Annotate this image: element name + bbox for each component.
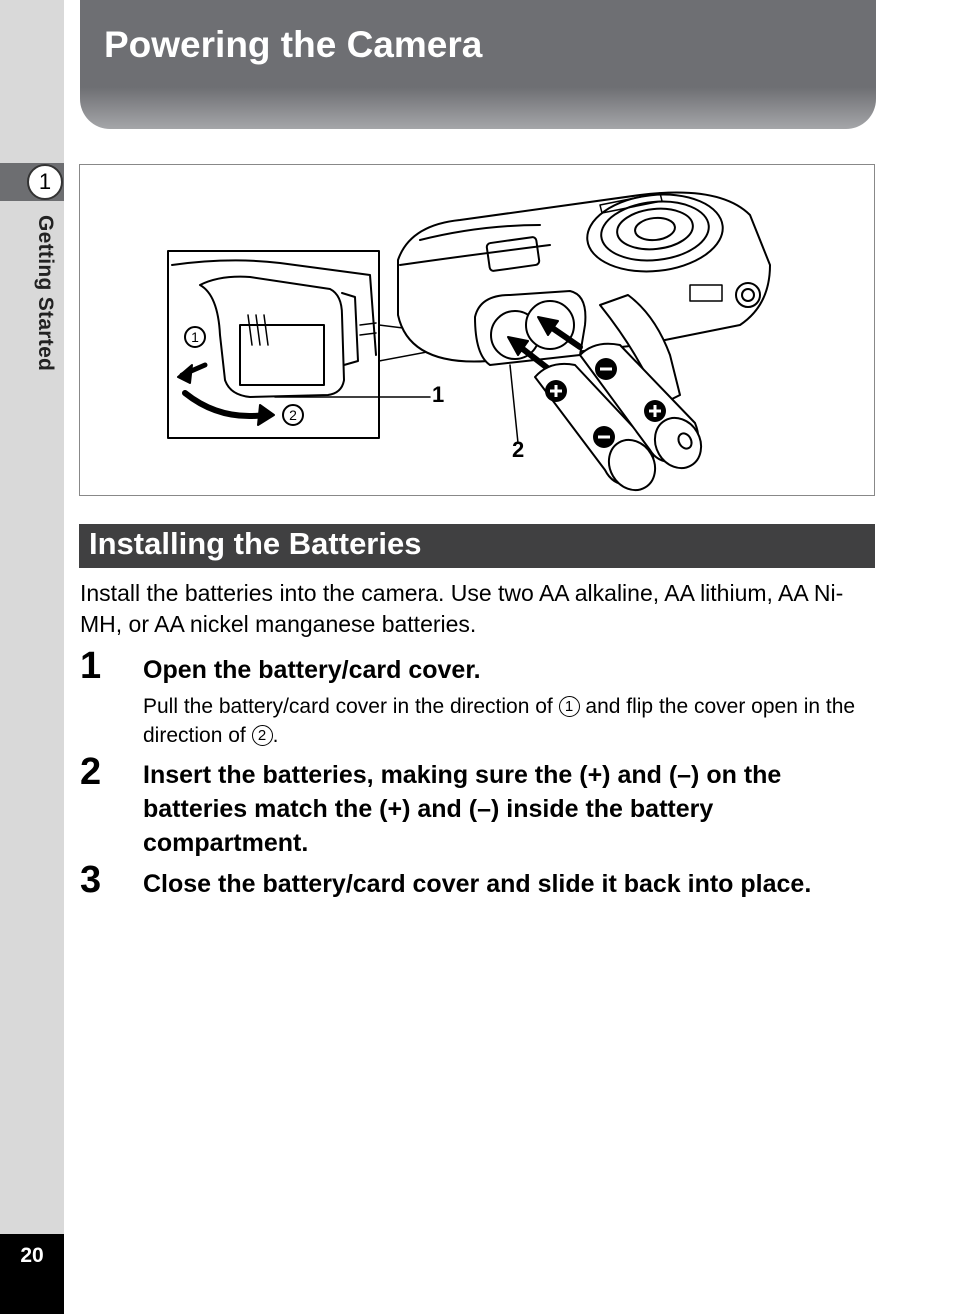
- section-title: Installing the Batteries: [89, 526, 422, 561]
- step-3-number: 3: [80, 859, 102, 901]
- camera-battery-drawing: [80, 165, 874, 495]
- step-2-number: 2: [80, 751, 102, 793]
- step-1-desc-part2: and flip the cover open in the direction of: [143, 695, 856, 747]
- step-1-description: [143, 692, 883, 750]
- callout-2: 2: [512, 437, 525, 462]
- ref-circle-2: 2: [252, 725, 273, 746]
- chapter-title: Getting Started: [34, 215, 57, 372]
- page-title: Powering the Camera: [104, 24, 483, 65]
- step-1-desc-part3: .: [272, 724, 279, 747]
- intro-paragraph: Install the batteries into the camera. Use two AA alkaline, AA lithium, AA Ni-MH, or AA nickel manganese batteries.: [80, 580, 844, 637]
- step-2-text: Insert the batteries, making sure the (+) and (–) on the batteries match the (+) and (–) inside the battery compartment.: [143, 761, 782, 857]
- callout-1: 1: [432, 382, 445, 407]
- step-3-text: Close the battery/card cover and slide it back into place.: [143, 870, 812, 898]
- page-number: 20: [20, 1244, 44, 1267]
- step-1-text: Open the battery/card cover.: [143, 656, 481, 684]
- step-1-desc-part1: Pull the battery/card cover in the direction of: [143, 695, 559, 718]
- step-1-number: 1: [80, 645, 102, 687]
- ref-circle-1: 1: [559, 696, 580, 717]
- battery-illustration: [79, 164, 875, 496]
- inset-ref-2: 2: [289, 407, 297, 423]
- inset-ref-1: 1: [191, 329, 199, 345]
- chapter-number: 1: [27, 164, 63, 200]
